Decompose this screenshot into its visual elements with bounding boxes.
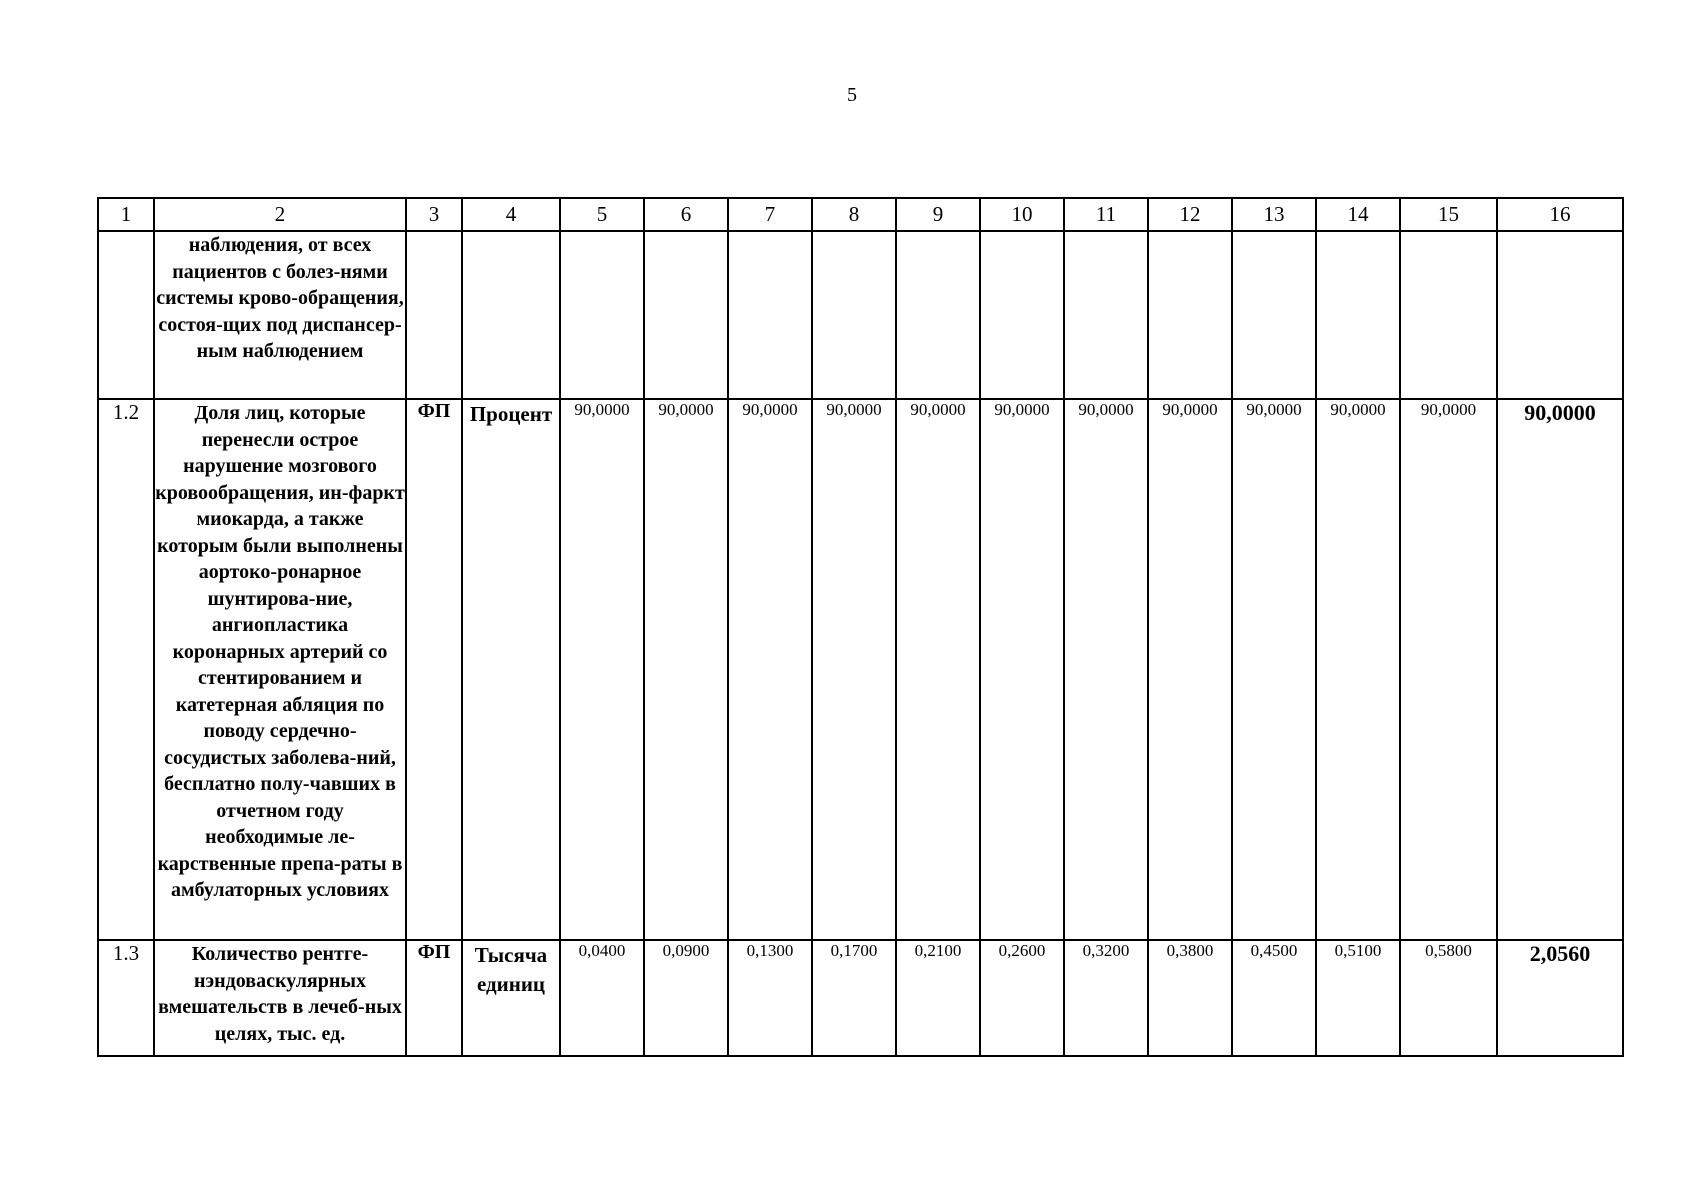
row-description: Доля лиц, которые перенесли острое нарушение мозгового кровообращения, ин-фаркт миокарда, а также которым были выполнены аортоко-ронарное шунтирова-ние, ангиопластика коронарных артерий со стентированием и катетерная абляция по поводу сердечно-сосудистых заболева-ний, бесплатно полу-чавших в отчетном году необходимые ле-карственные препа-раты в амбулаторных условиях — [154, 399, 406, 940]
value-cell: 90,0000 — [1232, 399, 1316, 940]
column-header: 5 — [560, 198, 644, 231]
value-cell: 0,3200 — [1064, 940, 1148, 1056]
value-cell: 0,5100 — [1316, 940, 1400, 1056]
value-cell: 0,3800 — [1148, 940, 1232, 1056]
table-cell — [728, 231, 812, 399]
value-cell: 90,0000 — [1400, 399, 1497, 940]
table-row — [98, 940, 1623, 1056]
table-cell — [1400, 231, 1497, 399]
row-description: Количество рентге-нэндоваскулярных вмешательств в лечеб-ных целях, тыс. ед. — [154, 940, 406, 1056]
column-header: 12 — [1148, 198, 1232, 231]
column-header: 3 — [406, 198, 462, 231]
column-header: 14 — [1316, 198, 1400, 231]
value-cell: 90,0000 — [980, 399, 1064, 940]
value-cell: 0,2100 — [896, 940, 980, 1056]
table-row — [98, 399, 1623, 940]
value-cell: 90,0000 — [896, 399, 980, 940]
column-header: 1 — [98, 198, 154, 231]
row-number: 1.2 — [98, 399, 154, 940]
total-cell: 2,0560 — [1497, 940, 1623, 1056]
value-cell: 0,4500 — [1232, 940, 1316, 1056]
table-cell — [1497, 231, 1623, 399]
table-cell — [1064, 231, 1148, 399]
column-header: 7 — [728, 198, 812, 231]
total-cell: 90,0000 — [1497, 399, 1623, 940]
column-header: 10 — [980, 198, 1064, 231]
column-header: 16 — [1497, 198, 1623, 231]
row-code: ФП — [406, 399, 462, 940]
column-header: 4 — [462, 198, 560, 231]
value-cell: 0,1700 — [812, 940, 896, 1056]
value-cell: 90,0000 — [644, 399, 728, 940]
column-header: 11 — [1064, 198, 1148, 231]
value-cell: 0,2600 — [980, 940, 1064, 1056]
column-header: 2 — [154, 198, 406, 231]
table-row-continuation — [98, 231, 1623, 399]
value-cell: 90,0000 — [1316, 399, 1400, 940]
row-unit: Процент — [462, 399, 560, 940]
table-cell — [812, 231, 896, 399]
table-cell — [1316, 231, 1400, 399]
value-cell: 0,0900 — [644, 940, 728, 1056]
table-cell — [462, 231, 560, 399]
page-number: 5 — [847, 84, 857, 106]
column-header: 8 — [812, 198, 896, 231]
table-cell — [1148, 231, 1232, 399]
table-cell — [560, 231, 644, 399]
value-cell: 0,0400 — [560, 940, 644, 1056]
column-header: 9 — [896, 198, 980, 231]
row-code: ФП — [406, 940, 462, 1056]
table-cell — [980, 231, 1064, 399]
value-cell: 0,5800 — [1400, 940, 1497, 1056]
value-cell: 0,1300 — [728, 940, 812, 1056]
table-header-row — [98, 198, 1623, 231]
row-number: 1.3 — [98, 940, 154, 1056]
column-header: 13 — [1232, 198, 1316, 231]
table-cell — [406, 231, 462, 399]
row-description: наблюдения, от всех пациентов с болез-нями системы крово-обращения, состоя-щих под диспансер-ным наблюдением — [154, 231, 406, 399]
value-cell: 90,0000 — [1148, 399, 1232, 940]
table-cell — [644, 231, 728, 399]
indicators-table — [97, 197, 1624, 1057]
table-cell — [896, 231, 980, 399]
row-number-cell — [98, 231, 154, 399]
column-header: 6 — [644, 198, 728, 231]
value-cell: 90,0000 — [560, 399, 644, 940]
table-cell — [1232, 231, 1316, 399]
value-cell: 90,0000 — [812, 399, 896, 940]
value-cell: 90,0000 — [728, 399, 812, 940]
column-header: 15 — [1400, 198, 1497, 231]
value-cell: 90,0000 — [1064, 399, 1148, 940]
row-unit: Тысяча единиц — [462, 940, 560, 1056]
